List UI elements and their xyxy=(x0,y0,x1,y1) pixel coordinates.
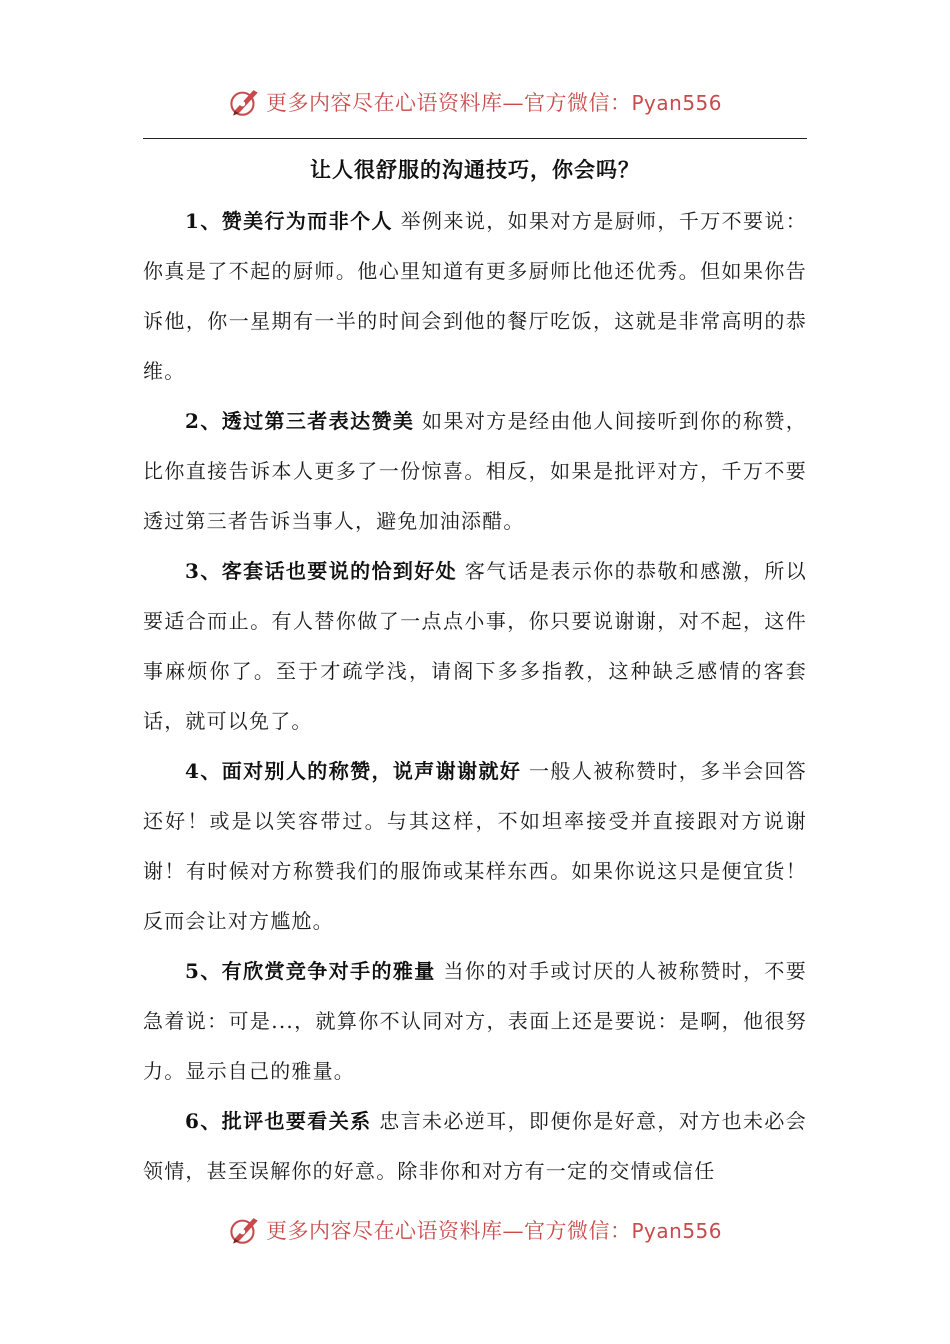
watermark-text xyxy=(266,1215,722,1245)
section-text: 当你的对手或讨厌的人被称赞时，不要急着说：可是...，就算你不认同对方，表面上还是要说：是啊，他很努力。显示自己的雅量。 xyxy=(143,959,807,1083)
section-2 xyxy=(143,396,807,546)
watermark-brand: 更多内容尽在心语资料库 xyxy=(265,1219,503,1243)
section-heading: 1、赞美行为而非个人 xyxy=(185,209,393,233)
section-3 xyxy=(143,546,807,746)
section-text: 忠言未必逆耳，即便你是好意，对方也未必会领情，甚至误解你的好意。除非你和对方有一定的交情或信任 xyxy=(143,1109,808,1183)
document-body xyxy=(143,196,807,1196)
section-text: 如果对方是经由他人间接听到你的称赞，比你直接告诉本人更多了一份惊喜。相反，如果是批评对方，千万不要透过第三者告诉当事人，避免加油添醋。 xyxy=(143,409,807,533)
section-text: 举例来说，如果对方是厨师，千万不要说：你真是了不起的厨师。他心里知道有更多厨师比他还优秀。但如果你告诉他，你一星期有一半的时间会到他的餐厅吃饭，这就是非常高明的恭维。 xyxy=(143,209,807,383)
header-watermark xyxy=(0,80,950,124)
section-heading: 3、客套话也要说的恰到好处 xyxy=(185,559,458,583)
section-5 xyxy=(143,946,807,1096)
pen-in-circle-logo-icon xyxy=(228,1213,262,1247)
section-heading: 4、面对别人的称赞，说声谢谢就好 xyxy=(185,759,522,783)
footer-watermark xyxy=(0,1208,950,1252)
watermark-brand: 更多内容尽在心语资料库 xyxy=(265,91,503,115)
watermark-wechat-id: Pyan556 xyxy=(631,1219,722,1243)
section-text: 客气话是表示你的恭敬和感激，所以要适合而止。有人替你做了一点点小事，你只要说谢谢，对不起，这件事麻烦你了。至于才疏学浅，请阁下多多指教，这种缺乏感情的客套话，就可以免了。 xyxy=(143,559,807,733)
document-title: 让人很舒服的沟通技巧，你会吗？ xyxy=(310,157,640,182)
section-heading: 5、有欣赏竞争对手的雅量 xyxy=(185,959,436,983)
section-4 xyxy=(143,746,807,946)
watermark-separator: — xyxy=(502,1219,524,1243)
header-divider xyxy=(143,138,807,139)
watermark-wechat-label: 官方微信： xyxy=(523,1219,632,1243)
section-heading: 6、批评也要看关系 xyxy=(185,1109,372,1133)
watermark-wechat-label: 官方微信： xyxy=(523,91,632,115)
section-1 xyxy=(143,196,807,396)
watermark-wechat-id: Pyan556 xyxy=(631,91,722,115)
section-text: 一般人被称赞时，多半会回答还好！或是以笑容带过。与其这样，不如坦率接受并直接跟对方说谢谢！有时候对方称赞我们的服饰或某样东西。如果你说这只是便宜货！反而会让对方尴尬。 xyxy=(143,759,807,933)
section-heading: 2、透过第三者表达赞美 xyxy=(185,409,415,433)
pen-in-circle-logo-icon xyxy=(228,85,262,119)
section-6 xyxy=(143,1096,807,1196)
watermark-text xyxy=(266,87,722,117)
watermark-separator: — xyxy=(502,91,524,115)
